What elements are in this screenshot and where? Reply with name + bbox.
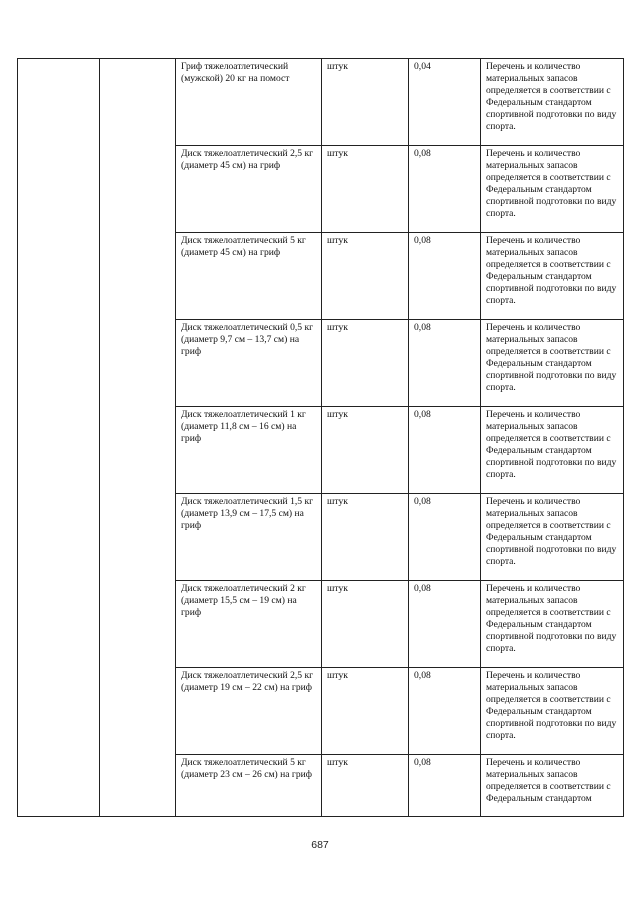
note-cell xyxy=(481,755,624,817)
quantity-cell xyxy=(409,146,481,233)
item-name-cell xyxy=(176,581,322,668)
item-quantity: 0,08 xyxy=(414,670,431,681)
item-name: Диск тяжелоатлетический 2,5 кг (диаметр 19 см – 22 см) на гриф xyxy=(181,670,314,694)
item-quantity: 0,08 xyxy=(414,235,431,246)
item-note: Перечень и количество материальных запасов определяется в соответствии с Федеральным стандартом спортивной подготовки по виду спорта. xyxy=(486,322,617,394)
item-note: Перечень и количество материальных запасов определяется в соответствии с Федеральным стандартом спортивной подготовки по виду спорта. xyxy=(486,61,617,133)
item-unit: штук xyxy=(327,757,348,768)
unit-cell xyxy=(322,233,409,320)
unit-cell xyxy=(322,755,409,817)
item-unit: штук xyxy=(327,322,348,333)
item-unit: штук xyxy=(327,61,348,72)
item-note: Перечень и количество материальных запасов определяется в соответствии с Федеральным стандартом спортивной подготовки по виду спорта. xyxy=(486,496,617,568)
item-quantity: 0,08 xyxy=(414,409,431,420)
item-unit: штук xyxy=(327,670,348,681)
table-row xyxy=(18,59,624,146)
unit-cell xyxy=(322,146,409,233)
item-unit: штук xyxy=(327,496,348,507)
empty-cell-col1 xyxy=(18,59,100,817)
item-name: Гриф тяжелоатлетический (мужской) 20 кг на помост xyxy=(181,61,290,85)
item-quantity: 0,08 xyxy=(414,322,431,333)
note-cell xyxy=(481,146,624,233)
item-unit: штук xyxy=(327,409,348,420)
item-note: Перечень и количество материальных запасов определяется в соответствии с Федеральным стандартом спортивной подготовки по виду спорта. xyxy=(486,235,617,307)
materials-table xyxy=(17,58,624,817)
item-note: Перечень и количество материальных запасов определяется в соответствии с Федеральным стандартом xyxy=(486,757,611,805)
page-number: 687 xyxy=(311,839,329,851)
item-unit: штук xyxy=(327,235,348,246)
note-cell xyxy=(481,668,624,755)
item-name-cell xyxy=(176,59,322,146)
item-note: Перечень и количество материальных запасов определяется в соответствии с Федеральным стандартом спортивной подготовки по виду спорта. xyxy=(486,583,617,655)
item-name-cell xyxy=(176,146,322,233)
item-quantity: 0,04 xyxy=(414,61,431,72)
item-name-cell xyxy=(176,668,322,755)
item-name: Диск тяжелоатлетический 5 кг (диаметр 45 см) на гриф xyxy=(181,235,306,259)
item-name-cell xyxy=(176,755,322,817)
item-quantity: 0,08 xyxy=(414,148,431,159)
item-name: Диск тяжелоатлетический 2 кг (диаметр 15,5 см – 19 см) на гриф xyxy=(181,583,306,619)
note-cell xyxy=(481,233,624,320)
note-cell xyxy=(481,59,624,146)
quantity-cell xyxy=(409,581,481,668)
item-name-cell xyxy=(176,407,322,494)
unit-cell xyxy=(322,581,409,668)
unit-cell xyxy=(322,668,409,755)
quantity-cell xyxy=(409,668,481,755)
item-quantity: 0,08 xyxy=(414,583,431,594)
unit-cell xyxy=(322,320,409,407)
item-name-cell xyxy=(176,320,322,407)
item-unit: штук xyxy=(327,583,348,594)
quantity-cell xyxy=(409,494,481,581)
note-cell xyxy=(481,320,624,407)
item-name-cell xyxy=(176,494,322,581)
item-quantity: 0,08 xyxy=(414,757,431,768)
note-cell xyxy=(481,581,624,668)
item-note: Перечень и количество материальных запасов определяется в соответствии с Федеральным стандартом спортивной подготовки по виду спорта. xyxy=(486,670,617,742)
unit-cell xyxy=(322,494,409,581)
quantity-cell xyxy=(409,233,481,320)
item-name: Диск тяжелоатлетический 2,5 кг (диаметр 45 см) на гриф xyxy=(181,148,314,172)
item-unit: штук xyxy=(327,148,348,159)
quantity-cell xyxy=(409,755,481,817)
item-name: Диск тяжелоатлетический 0,5 кг (диаметр 9,7 см – 13,7 см) на гриф xyxy=(181,322,314,358)
quantity-cell xyxy=(409,59,481,146)
item-name: Диск тяжелоатлетический 5 кг (диаметр 23 см – 26 см) на гриф xyxy=(181,757,313,781)
item-quantity: 0,08 xyxy=(414,496,431,507)
quantity-cell xyxy=(409,320,481,407)
item-note: Перечень и количество материальных запасов определяется в соответствии с Федеральным стандартом спортивной подготовки по виду спорта. xyxy=(486,148,617,220)
unit-cell xyxy=(322,59,409,146)
item-name: Диск тяжелоатлетический 1,5 кг (диаметр 13,9 см – 17,5 см) на гриф xyxy=(181,496,314,532)
note-cell xyxy=(481,407,624,494)
quantity-cell xyxy=(409,407,481,494)
item-name-cell xyxy=(176,233,322,320)
unit-cell xyxy=(322,407,409,494)
note-cell xyxy=(481,494,624,581)
empty-cell-col2 xyxy=(100,59,176,817)
item-note: Перечень и количество материальных запасов определяется в соответствии с Федеральным стандартом спортивной подготовки по виду спорта. xyxy=(486,409,617,481)
item-name: Диск тяжелоатлетический 1 кг (диаметр 11,8 см – 16 см) на гриф xyxy=(181,409,306,445)
